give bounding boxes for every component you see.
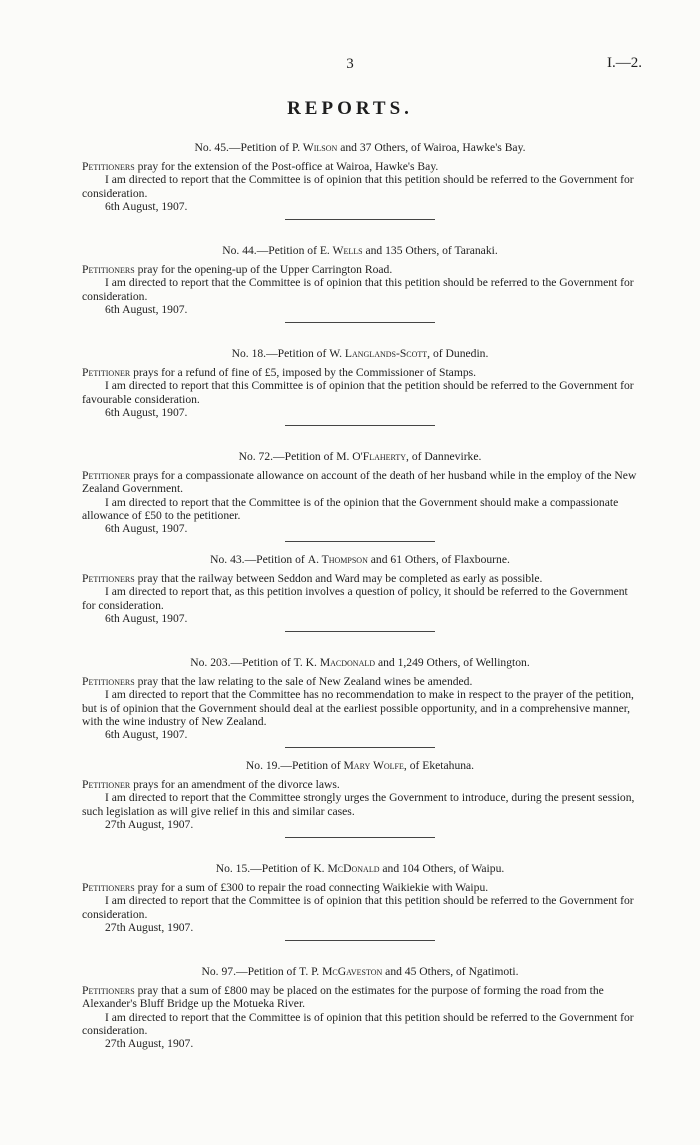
petitioner-lead: Petitioners	[82, 881, 135, 895]
petition-entry	[82, 450, 638, 553]
petition-prayer: prays for an amendment of the divorce laws.	[133, 778, 340, 792]
petition-heading	[82, 656, 638, 669]
committee-report: I am directed to report that, as this petition involves a question of policy, it should be referred to the Government for consideration.	[82, 585, 628, 612]
petition-prayer: pray that a sum of £800 may be placed on the estimates for the purpose of forming the road from the Alexander's Bluff Bridge up the Motueka River.	[82, 984, 604, 1011]
petition-heading	[82, 759, 638, 772]
section-divider	[285, 322, 435, 323]
petition-heading	[82, 965, 638, 978]
report-date: 6th August, 1907.	[105, 405, 188, 419]
petition-prayer: pray for the opening-up of the Upper Carrington Road.	[137, 263, 393, 277]
petition-prayer: pray that the law relating to the sale of New Zealand wines be amended.	[137, 675, 473, 689]
committee-report: I am directed to report that the Committee is of the opinion that the Government should make a compassionate allowance of £50 to the petitioner.	[82, 495, 619, 522]
petitioner-lead: Petitioner	[82, 778, 131, 792]
committee-report: I am directed to report that the Committee strongly urges the Government to introduce, during the present session, such legislation as will give relief in this and similar cases.	[82, 791, 635, 818]
committee-report: I am directed to report that the Committee is of opinion that this petition should be referred to the Government for consideration.	[82, 1010, 634, 1037]
petition-prayer-paragraph	[82, 366, 638, 379]
section-divider	[285, 837, 435, 838]
petition-number: No. 45.—Petition of	[194, 141, 290, 154]
petition-prayer: pray for the extension of the Post-office at Wairoa, Hawke's Bay.	[137, 160, 439, 174]
report-date: 6th August, 1907.	[105, 728, 188, 742]
petition-origin: and 1,249 Others, of Wellington.	[377, 656, 530, 669]
petition-prayer-paragraph	[82, 572, 638, 585]
petition-origin: and 135 Others, of Taranaki.	[365, 244, 498, 257]
petitioner-name: Mary Wolfe,	[343, 759, 407, 772]
petitioner-lead: Petitioner	[82, 366, 131, 380]
petitioner-name: W. Langlands-Scott,	[329, 347, 431, 360]
petition-entry	[82, 244, 638, 347]
petitioner-name: E. Wells	[319, 244, 363, 257]
petition-prayer-paragraph	[82, 675, 638, 688]
petition-prayer: pray for a sum of £300 to repair the road connecting Waikiekie with Waipu.	[137, 881, 489, 895]
petition-origin: and 45 Others, of Ngatimoti.	[385, 965, 519, 978]
petition-heading	[82, 141, 638, 154]
petition-origin: of Dunedin.	[432, 347, 489, 360]
petitioner-lead: Petitioners	[82, 160, 135, 174]
petition-heading	[82, 862, 638, 875]
petition-entry	[82, 553, 638, 656]
petition-heading	[82, 553, 638, 566]
petition-number: No. 18.—Petition of	[231, 347, 327, 360]
petition-number: No. 97.—Petition of	[201, 965, 297, 978]
petition-prayer-paragraph	[82, 469, 638, 495]
petitioner-name: K. McDonald	[313, 862, 380, 875]
petition-prayer-paragraph	[82, 881, 638, 894]
petition-origin: of Dannevirke.	[411, 450, 482, 463]
petitioner-lead: Petitioner	[82, 469, 131, 483]
report-date: 6th August, 1907.	[105, 611, 188, 625]
report-date: 27th August, 1907.	[105, 1037, 194, 1051]
petition-origin: and 104 Others, of Waipu.	[382, 862, 505, 875]
section-divider	[285, 425, 435, 426]
petition-origin: of Eketahuna.	[409, 759, 475, 772]
committee-report: I am directed to report that the Committee is of opinion that this petition should be referred to the Government for consideration.	[82, 894, 634, 921]
section-divider	[285, 747, 435, 748]
page-number: 3	[346, 56, 354, 72]
petition-entry	[82, 141, 638, 244]
report-date: 6th August, 1907.	[105, 302, 188, 316]
petition-prayer: prays for a refund of fine of £5, imposed by the Commissioner of Stamps.	[133, 366, 477, 380]
petition-prayer-paragraph	[82, 263, 638, 276]
petition-number: No. 19.—Petition of	[245, 759, 341, 772]
petition-prayer-paragraph	[82, 984, 638, 1010]
section-divider	[285, 219, 435, 220]
petitioner-name: P. Wilson	[292, 141, 338, 154]
committee-report: I am directed to report that the Committee has no recommendation to make in respect to the prayer of the petition, but is of opinion that the Government should deal at the earliest possible opportunity, and in a comprehensive manner, with the wine industry of New Zealand.	[82, 688, 634, 728]
report-date: 6th August, 1907.	[105, 522, 188, 536]
petition-number: No. 72.—Petition of	[238, 450, 334, 463]
committee-report: I am directed to report that the Committee is of opinion that this petition should be referred to the Government for consideration.	[82, 173, 634, 200]
petition-prayer: prays for a compassionate allowance on account of the death of her husband while in the employ of the New Zealand Government.	[82, 469, 637, 496]
petition-entry	[82, 965, 638, 1068]
petition-prayer: pray that the railway between Seddon and Ward may be completed as early as possible.	[137, 572, 543, 586]
page-title: REPORTS.	[287, 98, 413, 119]
petition-number: No. 203.—Petition of	[190, 656, 291, 669]
petition-entry	[82, 862, 638, 965]
section-divider	[285, 631, 435, 632]
report-date: 27th August, 1907.	[105, 920, 194, 934]
document-reference: I.—2.	[607, 55, 642, 71]
petition-origin: and 61 Others, of Flaxbourne.	[370, 553, 510, 566]
petition-entry	[82, 347, 638, 450]
petitioner-lead: Petitioners	[82, 984, 135, 998]
petitioner-lead: Petitioners	[82, 572, 135, 586]
petition-prayer-paragraph	[82, 160, 638, 173]
petitioner-name: M. O'Flaherty,	[336, 450, 409, 463]
petitioner-lead: Petitioners	[82, 675, 135, 689]
report-date: 27th August, 1907.	[105, 817, 194, 831]
petition-heading	[82, 244, 638, 257]
petition-number: No. 43.—Petition of	[210, 553, 305, 566]
petition-heading	[82, 450, 638, 463]
petition-list	[82, 141, 638, 1068]
petitioner-name: A. Thompson	[307, 553, 368, 566]
petition-entry	[82, 759, 638, 862]
petition-heading	[82, 347, 638, 360]
petitioner-name: T. K. Macdonald	[293, 656, 376, 669]
petition-prayer-paragraph	[82, 778, 638, 791]
committee-report: I am directed to report that this Committee is of opinion that the petition should be referred to the Government for favourable consideration.	[82, 379, 634, 406]
committee-report: I am directed to report that the Committee is of opinion that this petition should be referred to the Government for consideration.	[82, 276, 634, 303]
section-divider	[285, 940, 435, 941]
petition-entry	[82, 656, 638, 759]
petition-origin: and 37 Others, of Wairoa, Hawke's Bay.	[340, 141, 526, 154]
petition-number: No. 15.—Petition of	[215, 862, 311, 875]
section-divider	[285, 541, 435, 542]
petition-number: No. 44.—Petition of	[222, 244, 317, 257]
petitioner-name: T. P. McGaveston	[299, 965, 383, 978]
petitioner-lead: Petitioners	[82, 263, 135, 277]
report-date: 6th August, 1907.	[105, 199, 188, 213]
